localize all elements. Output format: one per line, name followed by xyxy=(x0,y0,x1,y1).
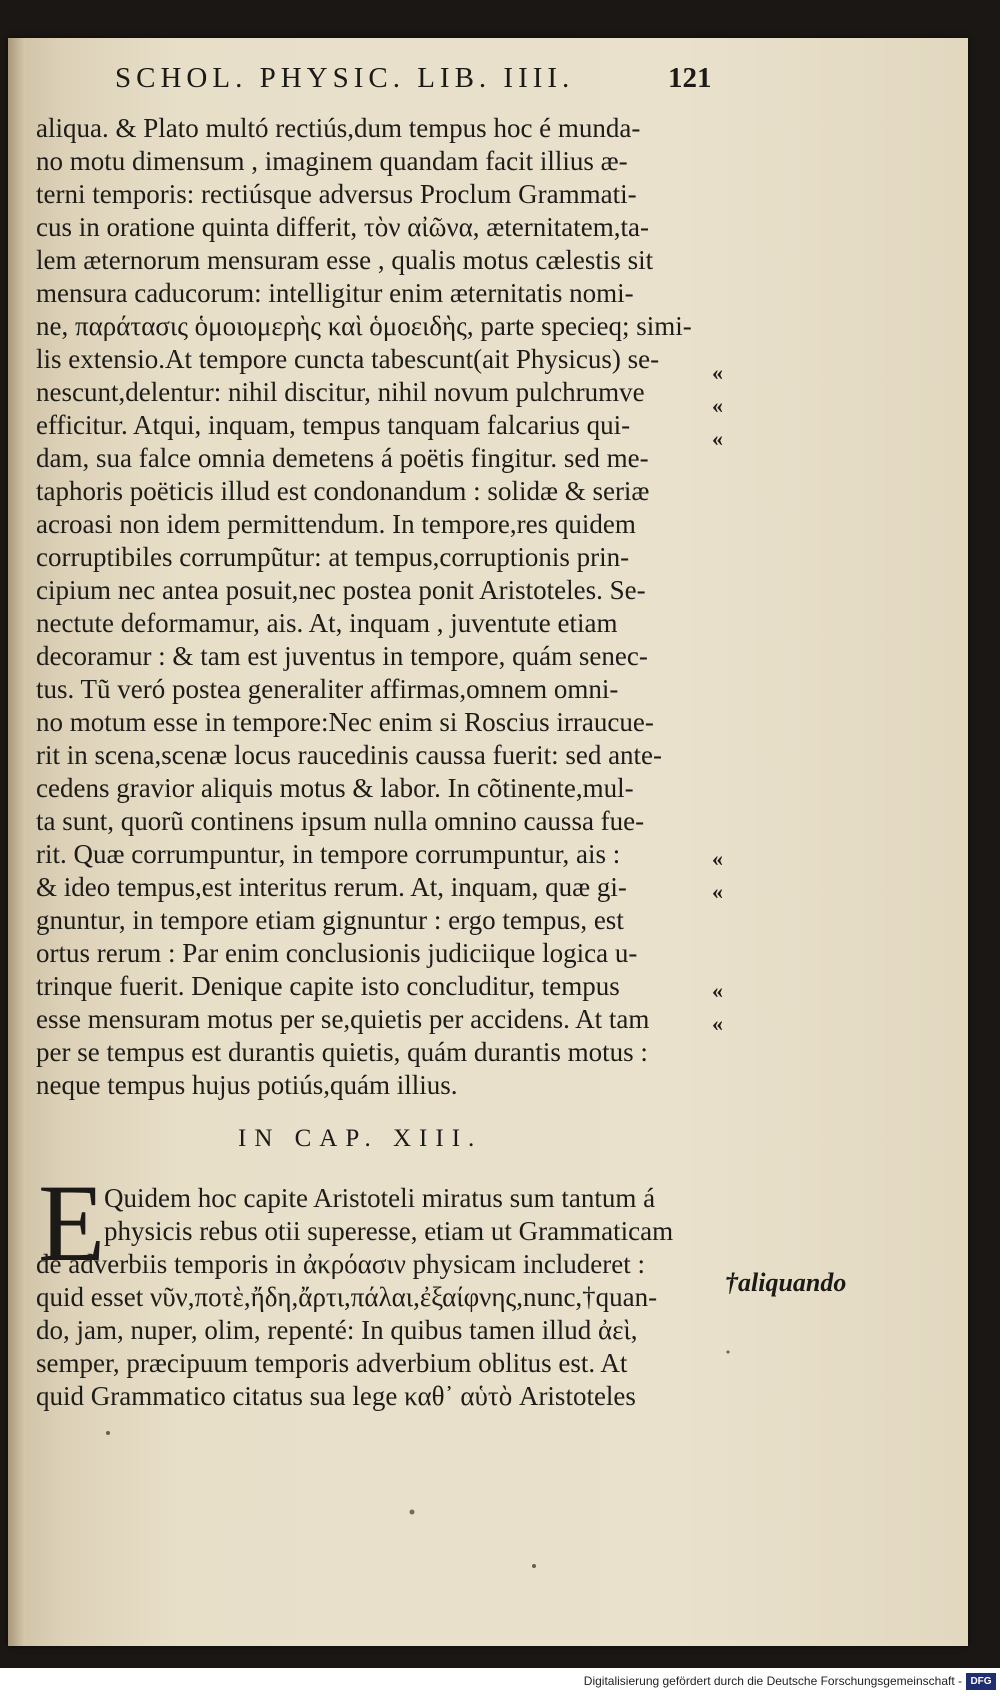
chapter-line: Quidem hoc capite Aristoteli miratus sum tantum á xyxy=(104,1183,656,1213)
text-line: ta sunt, quorũ continens ipsum nulla omnino caussa fue- xyxy=(36,806,645,836)
text-line: rit in scena,scenæ locus raucedinis caussa fuerit: sed ante- xyxy=(36,740,663,770)
running-head: SCHOL. PHYSIC. LIB. IIII. xyxy=(115,62,575,94)
text-line: trinque fuerit. Denique capite isto concluditur, tempus xyxy=(36,971,620,1001)
text-line: terni temporis: rectiúsque adversus Proclum Grammati- xyxy=(36,179,637,209)
text-line: cus in oratione quinta differit, τὸν αἰῶνα, æternitatem,ta- xyxy=(36,212,649,242)
chapter-line: physicis rebus otii superesse, etiam ut Grammaticam xyxy=(104,1216,674,1246)
text-line: lem æternorum mensuram esse , qualis motus cælestis sit xyxy=(36,245,654,275)
margin-quote-mark: « xyxy=(712,1011,723,1036)
chapter-line: de adverbiis temporis in ἀκρόασιν physicam includeret : xyxy=(36,1249,646,1279)
page-number: 121 xyxy=(668,62,712,94)
digitization-footer xyxy=(0,1668,1000,1699)
page-header xyxy=(0,62,1000,102)
text-line: corruptibiles corrumpũtur: at tempus,corruptionis prin- xyxy=(36,542,630,572)
text-line: & ideo tempus,est interitus rerum. At, inquam, quæ gi- xyxy=(36,872,627,902)
text-line: aliqua. & Plato multó rectiús,dum tempus hoc é munda- xyxy=(36,113,641,143)
chapter-line: quid esset νῦν,ποτὲ,ἤδη,ἄρτι,πάλαι,ἐξαίφνης,nunc,†quan- xyxy=(36,1282,658,1312)
text-line: taphoris poëticis illud est condonandum : solidæ & seriæ xyxy=(36,476,650,506)
text-line: neque tempus hujus potiús,quám illius. xyxy=(36,1070,458,1100)
margin-quote-mark: « xyxy=(712,846,723,871)
text-line: ortus rerum : Par enim conclusionis judiciique logica u- xyxy=(36,938,638,968)
funding-credit: Digitalisierung gefördert durch die Deutsche Forschungsgemeinschaft - xyxy=(583,1674,962,1688)
text-line: cipium nec antea posuit,nec postea ponit Aristoteles. Se- xyxy=(36,575,646,605)
text-line: mensura caducorum: intelligitur enim æternitatis nomi- xyxy=(36,278,634,308)
chapter-line: semper, præcipuum temporis adverbium oblitus est. At xyxy=(36,1348,628,1378)
text-line: acroasi non idem permittendum. In tempore,res quidem xyxy=(36,509,636,539)
text-line: ne, παράτασις ὁμοιομερὴς καὶ ὁμοειδὴς, parte specieq; simi- xyxy=(36,311,692,341)
margin-quote-mark: « xyxy=(712,978,723,1003)
margin-quote-mark: « xyxy=(712,360,723,385)
text-line: lis extensio.At tempore cuncta tabescunt(ait Physicus) se- xyxy=(36,344,660,374)
chapter-line: do, jam, nuper, olim, repenté: In quibus tamen illud ἀεὶ, xyxy=(36,1315,638,1345)
text-line: efficitur. Atqui, inquam, tempus tanquam falcarius qui- xyxy=(36,410,631,440)
text-line: decoramur : & tam est juventus in tempore, quám senec- xyxy=(36,641,648,671)
text-line: dam, sua falce omnia demetens á poëtis fingitur. sed me- xyxy=(36,443,649,473)
page-gutter xyxy=(8,38,26,1646)
text-line: no motu dimensum , imaginem quandam facit illius æ- xyxy=(36,146,628,176)
handwritten-margin-note: †aliquando xyxy=(725,1268,847,1297)
text-line: esse mensuram motus per se,quietis per accidens. At tam xyxy=(36,1004,650,1034)
dfg-logo: DFG xyxy=(966,1673,996,1690)
text-line: nescunt,delentur: nihil discitur, nihil novum pulchrumve xyxy=(36,377,645,407)
chapter-line: quid Grammatico citatus sua lege καθ᾽ αὑτὸ Aristoteles xyxy=(36,1381,636,1411)
text-line: nectute deformamur, ais. At, inquam , juventute etiam xyxy=(36,608,618,638)
text-line: tus. Tũ veró postea generaliter affirmas,omnem omni- xyxy=(36,674,619,704)
chapter-heading: IN CAP. XIII. xyxy=(238,1125,483,1152)
text-line: rit. Quæ corrumpuntur, in tempore corrumpuntur, ais : xyxy=(36,839,621,869)
margin-quote-mark: « xyxy=(712,393,723,418)
drop-cap-initial: E xyxy=(38,1162,106,1284)
text-line: per se tempus est durantis quietis, quám durantis motus : xyxy=(36,1037,648,1067)
text-line: cedens gravior aliquis motus & labor. In cõtinente,mul- xyxy=(36,773,634,803)
margin-quote-mark: « xyxy=(712,426,723,451)
text-line: no motum esse in tempore:Nec enim si Roscius irraucue- xyxy=(36,707,654,737)
text-line: gnuntur, in tempore etiam gignuntur : ergo tempus, est xyxy=(36,905,624,935)
margin-quote-mark: « xyxy=(712,879,723,904)
